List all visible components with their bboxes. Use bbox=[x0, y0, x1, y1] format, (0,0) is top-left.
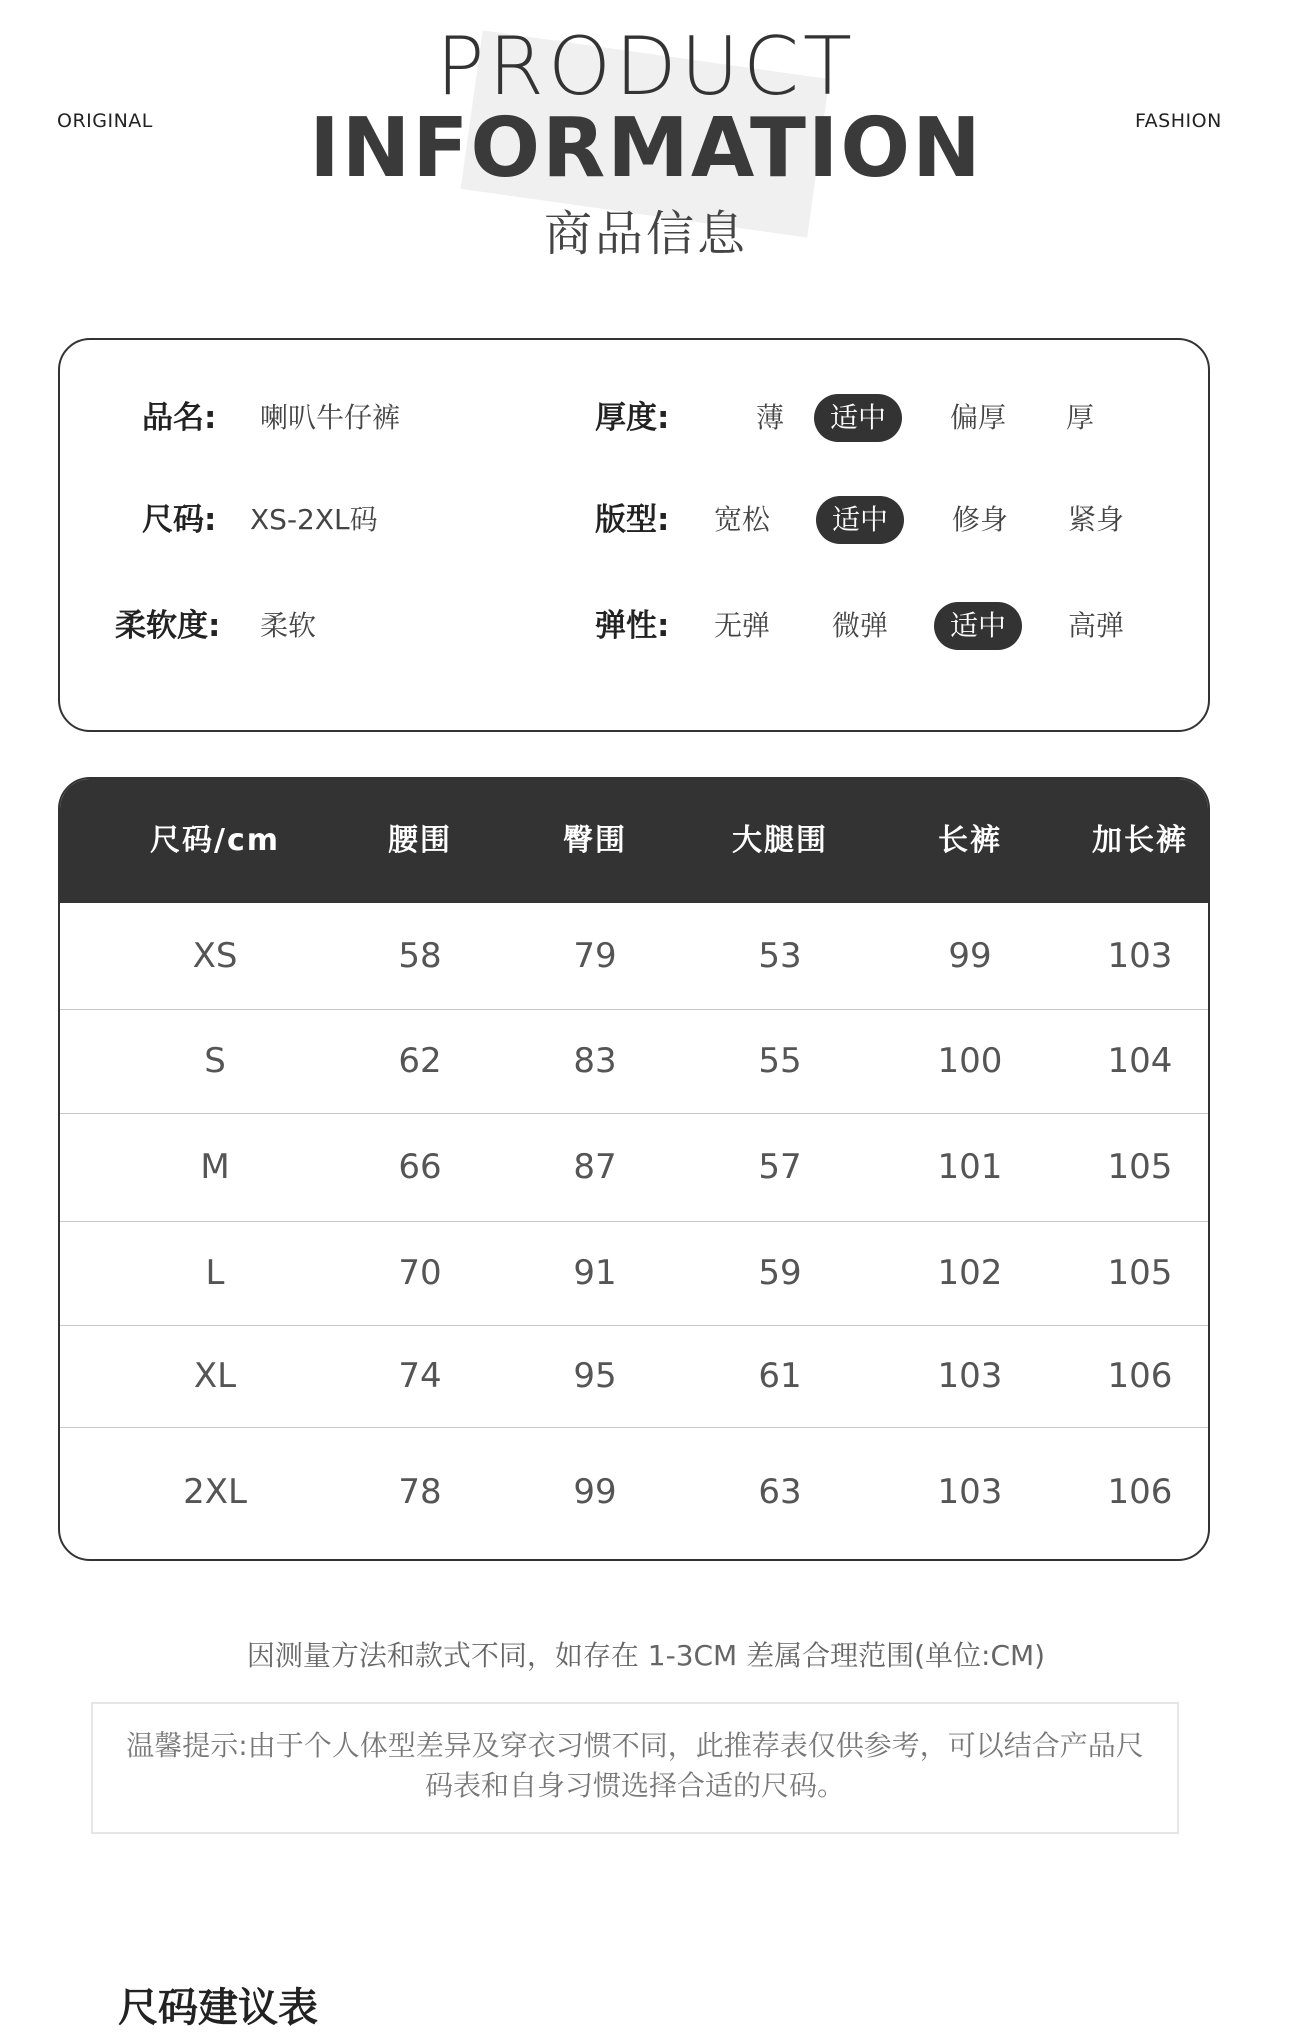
table-cell: 70 bbox=[398, 1253, 442, 1293]
table-cell: 63 bbox=[758, 1472, 802, 1512]
header-left-word: ORIGINAL bbox=[57, 110, 153, 132]
header-title-chinese: 商品信息 bbox=[543, 206, 748, 262]
table-cell: XS bbox=[192, 936, 238, 976]
softness-label: 柔软度: bbox=[115, 608, 221, 644]
table-cell: S bbox=[204, 1041, 226, 1081]
table-cell: 79 bbox=[573, 936, 617, 976]
header-right-word: FASHION bbox=[1135, 110, 1222, 132]
softness-value: 柔软 bbox=[260, 609, 317, 642]
header-long-pants: 长裤 bbox=[938, 823, 1002, 858]
elasticity-option-high: 高弹 bbox=[1068, 609, 1125, 642]
fit-option-loose: 宽松 bbox=[714, 503, 771, 536]
info-row-1 bbox=[60, 388, 1208, 448]
info-row-3 bbox=[60, 596, 1208, 656]
table-cell: 78 bbox=[398, 1472, 442, 1512]
table-row bbox=[60, 1221, 1208, 1326]
elasticity-label: 弹性: bbox=[595, 608, 670, 644]
header-size: 尺码/cm bbox=[150, 823, 280, 858]
header-waist: 腰围 bbox=[388, 823, 452, 858]
fit-option-slim: 修身 bbox=[952, 503, 1009, 536]
table-cell: 105 bbox=[1107, 1147, 1173, 1187]
name-label: 品名: bbox=[142, 400, 217, 436]
table-cell: 57 bbox=[758, 1147, 802, 1187]
table-cell: 83 bbox=[573, 1041, 617, 1081]
size-table bbox=[58, 777, 1210, 1561]
table-cell: 100 bbox=[937, 1041, 1003, 1081]
table-cell: M bbox=[200, 1147, 230, 1187]
table-cell: 101 bbox=[937, 1147, 1003, 1187]
table-row bbox=[60, 1113, 1208, 1222]
info-row-2 bbox=[60, 490, 1208, 550]
name-value: 喇叭牛仔裤 bbox=[260, 401, 401, 434]
page-header bbox=[300, 22, 992, 262]
table-cell: 53 bbox=[758, 936, 802, 976]
table-cell: L bbox=[205, 1253, 225, 1293]
header-extra-long-pants: 加长裤 bbox=[1092, 823, 1188, 858]
table-row bbox=[60, 903, 1208, 1010]
measurement-note: 因测量方法和款式不同，如存在 1-3CM 差属合理范围(单位:CM) bbox=[246, 1639, 1046, 1672]
table-cell: 102 bbox=[937, 1253, 1003, 1293]
size-label: 尺码: bbox=[142, 502, 217, 538]
table-cell: 62 bbox=[398, 1041, 442, 1081]
header-hip: 臀围 bbox=[563, 823, 627, 858]
table-cell: 99 bbox=[573, 1472, 617, 1512]
header-title-information: INFORMATION bbox=[309, 101, 983, 196]
table-cell: 66 bbox=[398, 1147, 442, 1187]
size-value: XS-2XL码 bbox=[250, 503, 378, 536]
table-row bbox=[60, 1009, 1208, 1114]
elasticity-option-none: 无弹 bbox=[714, 609, 771, 642]
thickness-option-thick: 厚 bbox=[1066, 401, 1095, 434]
fit-option-tight: 紧身 bbox=[1068, 503, 1125, 536]
tip-box bbox=[91, 1702, 1179, 1834]
thickness-option-thickish: 偏厚 bbox=[950, 401, 1007, 434]
table-cell: 106 bbox=[1107, 1356, 1173, 1396]
table-cell: 99 bbox=[948, 936, 992, 976]
table-cell: 2XL bbox=[183, 1472, 247, 1512]
table-cell: 58 bbox=[398, 936, 442, 976]
table-cell: 91 bbox=[573, 1253, 617, 1293]
table-cell: XL bbox=[193, 1356, 237, 1396]
size-table-header bbox=[60, 779, 1208, 903]
table-cell: 103 bbox=[937, 1472, 1003, 1512]
elasticity-option-slight: 微弹 bbox=[832, 609, 889, 642]
table-cell: 59 bbox=[758, 1253, 802, 1293]
table-cell: 103 bbox=[937, 1356, 1003, 1396]
table-cell: 87 bbox=[573, 1147, 617, 1187]
table-cell: 105 bbox=[1107, 1253, 1173, 1293]
thickness-option-thin: 薄 bbox=[756, 401, 785, 434]
table-row bbox=[60, 1325, 1208, 1428]
table-cell: 61 bbox=[758, 1356, 802, 1396]
table-cell: 103 bbox=[1107, 936, 1173, 976]
table-cell: 55 bbox=[758, 1041, 802, 1081]
fit-option-medium: 适中 bbox=[816, 496, 904, 544]
header-title-product: PRODUCT bbox=[436, 20, 856, 113]
header-thigh: 大腿围 bbox=[732, 823, 828, 858]
table-cell: 74 bbox=[398, 1356, 442, 1396]
product-info-card bbox=[58, 338, 1210, 732]
thickness-option-medium: 适中 bbox=[814, 394, 902, 442]
elasticity-option-medium: 适中 bbox=[934, 602, 1022, 650]
next-section-heading: 尺码建议表 bbox=[118, 1985, 318, 2031]
tip-text: 温馨提示:由于个人体型差异及穿衣习惯不同，此推荐表仅供参考，可以结合产品尺码表和自身习惯选择合适的尺码。 bbox=[126, 1729, 1144, 1802]
thickness-label: 厚度: bbox=[595, 400, 670, 436]
table-cell: 95 bbox=[573, 1356, 617, 1396]
table-cell: 104 bbox=[1107, 1041, 1173, 1081]
table-row bbox=[60, 1427, 1208, 1559]
fit-label: 版型: bbox=[595, 502, 670, 538]
table-cell: 106 bbox=[1107, 1472, 1173, 1512]
